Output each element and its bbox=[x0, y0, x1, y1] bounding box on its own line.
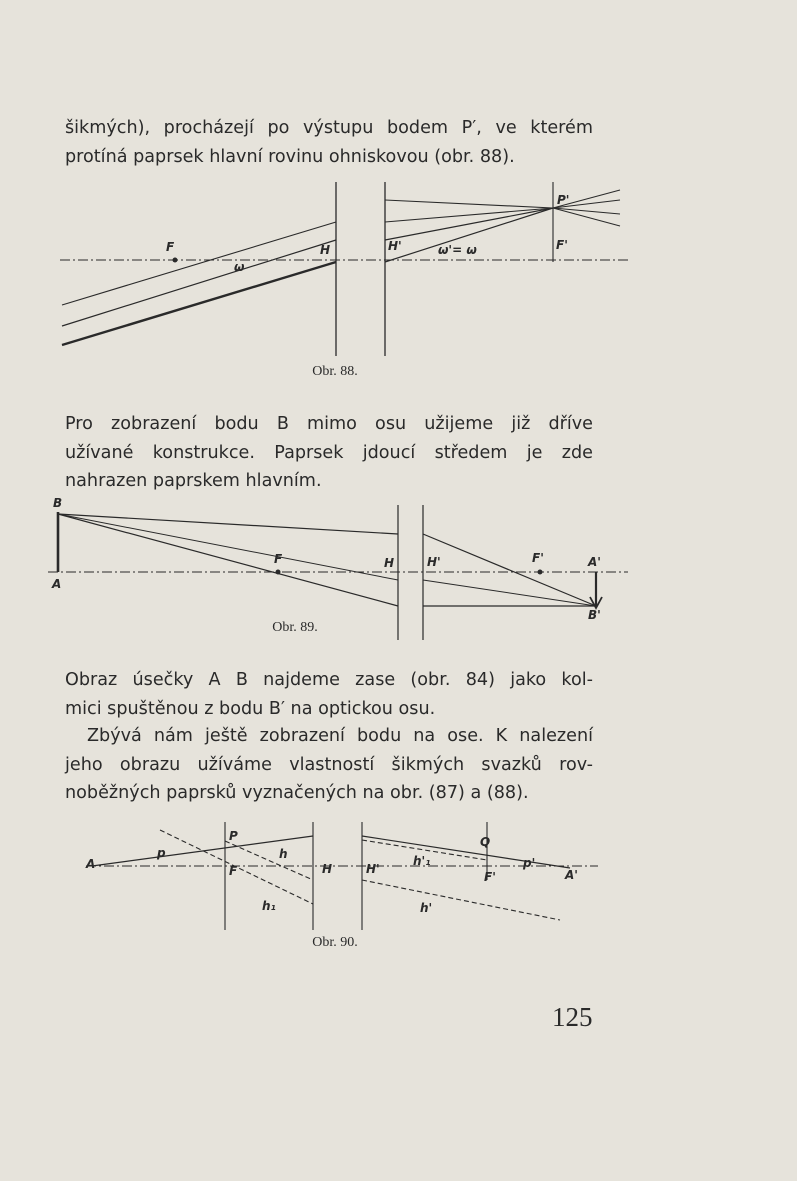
ray-p-prime bbox=[362, 836, 570, 868]
ray bbox=[423, 580, 596, 606]
label-a-prime: A' bbox=[565, 868, 578, 882]
page-number: 125 bbox=[552, 1002, 593, 1032]
label-p-point: P bbox=[229, 829, 238, 843]
ray-h bbox=[225, 841, 313, 880]
ray bbox=[62, 240, 336, 326]
text-line: protíná paprsek hlavní rovinu ohniskovou (obr. 88). bbox=[65, 146, 515, 167]
label-f-prime: F' bbox=[532, 551, 544, 565]
label-h-prime-ray: h' bbox=[420, 901, 433, 915]
label-h-prime: H' bbox=[366, 862, 380, 876]
ray-bold bbox=[62, 262, 336, 345]
text-line: Zbývá nám ještě zobrazení bodu na ose. K nalezení bbox=[87, 726, 593, 746]
ray bbox=[423, 534, 596, 606]
text-line: mici spuštěnou z bodu B′ na optickou osu. bbox=[65, 698, 436, 719]
label-h: H bbox=[320, 243, 331, 257]
label-h: H bbox=[384, 556, 395, 570]
text-line: Pro zobrazení bodu B mimo osu užijeme již dříve bbox=[65, 414, 593, 434]
paragraph-2 bbox=[65, 410, 593, 496]
label-a-prime: A' bbox=[588, 555, 601, 569]
figure-90-caption: Obr. 90. bbox=[312, 935, 358, 950]
label-b: B bbox=[53, 496, 63, 510]
label-f: F bbox=[166, 240, 175, 254]
figure-89 bbox=[0, 495, 797, 655]
text-line: užívané konstrukce. Paprsek jdoucí středem je zde bbox=[65, 442, 593, 463]
text-line: Obraz úsečky A B najdeme zase (obr. 84) jako kol- bbox=[65, 670, 593, 690]
text-line: šikmých), procházejí po výstupu bodem P′, ve kterém bbox=[65, 118, 593, 138]
label-a: A bbox=[52, 577, 62, 591]
focal-point-f bbox=[276, 570, 281, 575]
ray bbox=[385, 208, 553, 222]
figure-90 bbox=[0, 815, 797, 955]
label-omega: ω bbox=[234, 260, 245, 274]
label-b-prime: B' bbox=[588, 608, 601, 622]
label-a: A bbox=[86, 857, 96, 871]
paragraph-1 bbox=[65, 114, 593, 171]
ray-h-prime bbox=[362, 880, 560, 920]
label-p: p bbox=[157, 846, 166, 860]
paragraph-3 bbox=[65, 666, 593, 723]
ray bbox=[385, 200, 553, 208]
label-h-prime: H' bbox=[427, 555, 441, 569]
ray bbox=[58, 514, 398, 606]
figure-88 bbox=[0, 170, 797, 370]
text-line: nahrazen paprskem hlavním. bbox=[65, 471, 322, 491]
focal-point-f-prime bbox=[538, 570, 543, 575]
text-line: jeho obrazu užíváme vlastností šikmých svazků rov- bbox=[65, 754, 593, 775]
label-f-prime: F' bbox=[484, 870, 496, 884]
label-h-ray: h bbox=[279, 847, 288, 861]
label-p-prime: P' bbox=[557, 193, 570, 207]
figure-88-caption: Obr. 88. bbox=[312, 364, 358, 379]
label-f-prime: F' bbox=[556, 238, 568, 252]
focal-point-f bbox=[173, 258, 178, 263]
text-line: noběžných paprsků vyznačených na obr. (87) a (88). bbox=[65, 783, 529, 803]
ray bbox=[62, 222, 336, 305]
label-q: Q bbox=[480, 835, 491, 849]
label-omega-eq: ω'= ω bbox=[438, 243, 477, 257]
paragraph-4 bbox=[65, 722, 593, 808]
label-h: H bbox=[322, 862, 333, 876]
figure-89-caption: Obr. 89. bbox=[272, 620, 318, 635]
label-h1-prime: h'₁ bbox=[413, 854, 431, 868]
label-p-prime: p' bbox=[523, 856, 536, 870]
label-f: F bbox=[229, 864, 238, 878]
label-f: F bbox=[274, 552, 283, 566]
label-h1: h₁ bbox=[262, 899, 276, 913]
label-h-prime: H' bbox=[388, 239, 402, 253]
